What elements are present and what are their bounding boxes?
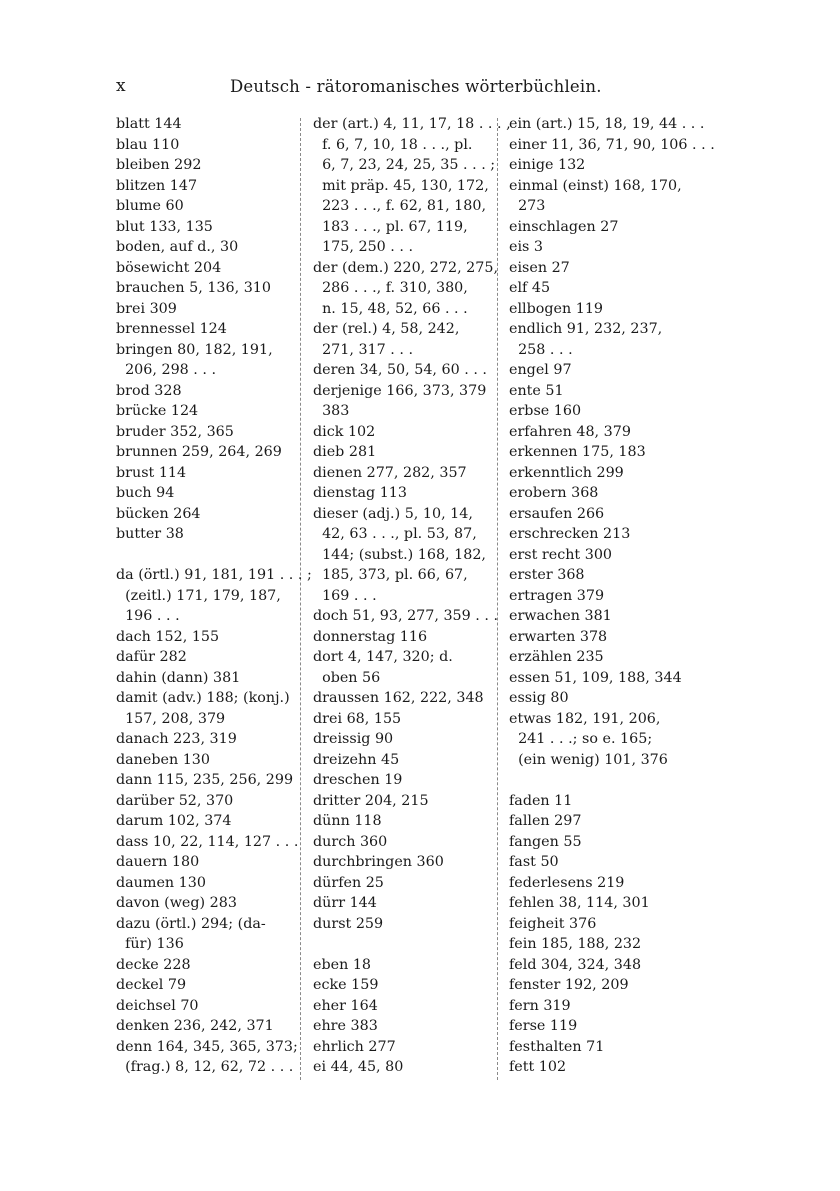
index-entry: n. 15, 48, 52, 66 . . . xyxy=(313,300,468,317)
index-entry: erwachen 381 xyxy=(509,608,612,624)
index-entry: ersaufen 266 xyxy=(509,505,605,522)
index-entry: blau 110 xyxy=(116,136,180,153)
index-entry: 6, 7, 23, 24, 25, 35 . . . ; xyxy=(313,157,496,173)
index-entry: davon (weg) 283 xyxy=(116,895,237,911)
index-entry: (frag.) 8, 12, 62, 72 . . . xyxy=(116,1059,294,1075)
index-entry: blitzen 147 xyxy=(116,177,198,194)
index-entry: 185, 373, pl. 66, 67, xyxy=(313,567,468,583)
running-head: Deutsch - rätoromanisches wörterbüchlein. xyxy=(230,77,602,96)
index-entry: durch 360 xyxy=(313,833,388,850)
index-entry: oben 56 xyxy=(313,669,381,686)
index-entry: fehlen 38, 114, 301 xyxy=(509,895,650,911)
index-entry: 271, 317 . . . xyxy=(313,341,414,358)
index-entry: draussen 162, 222, 348 xyxy=(313,690,484,706)
index-entry: 196 . . . xyxy=(116,608,180,624)
index-entry: fenster 192, 209 xyxy=(509,977,629,993)
index-entry: dass 10, 22, 114, 127 . . . xyxy=(116,833,299,850)
index-entry: eisen 27 xyxy=(509,259,570,276)
index-entry: dahin (dann) 381 xyxy=(116,669,241,686)
index-entry: brauchen 5, 136, 310 xyxy=(116,280,271,296)
index-entry: brust 114 xyxy=(116,464,187,481)
index-entry: blatt 144 xyxy=(116,116,182,132)
index-entry: (zeitl.) 171, 179, 187, xyxy=(116,587,281,604)
index-entry: dürr 144 xyxy=(313,895,377,911)
index-entry: dienstag 113 xyxy=(313,485,407,501)
index-entry: fein 185, 188, 232 xyxy=(509,936,642,952)
index-entry: erfahren 48, 379 xyxy=(509,423,631,440)
index-entry: 183 . . ., pl. 67, 119, xyxy=(313,218,468,235)
index-entry: denn 164, 345, 365, 373; xyxy=(116,1038,298,1055)
index-entry: engel 97 xyxy=(509,362,572,378)
index-entry: dafür 282 xyxy=(116,649,187,665)
index-entry: denken 236, 242, 371 xyxy=(116,1018,274,1034)
index-entry: (ein wenig) 101, 376 xyxy=(509,751,668,768)
index-entry: essen 51, 109, 188, 344 xyxy=(509,669,682,686)
index-entry: fast 50 xyxy=(509,854,559,870)
index-entry: 42, 63 . . ., pl. 53, 87, xyxy=(313,526,477,542)
index-entry: endlich 91, 232, 237, xyxy=(509,321,663,337)
index-entry: federlesens 219 xyxy=(509,874,625,891)
index-entry: buch 94 xyxy=(116,485,175,501)
index-entry: 157, 208, 379 xyxy=(116,710,226,727)
index-entry: erst recht 300 xyxy=(509,546,613,563)
index-entry: doch 51, 93, 277, 359 . . . xyxy=(313,608,499,624)
index-entry: dieb 281 xyxy=(313,444,377,460)
index-entry: ehrlich 277 xyxy=(313,1038,396,1055)
index-entry: danach 223, 319 xyxy=(116,731,237,747)
index-entry: erkenntlich 299 xyxy=(509,464,624,481)
index-entry: einige 132 xyxy=(509,157,586,173)
index-entry: fangen 55 xyxy=(509,833,582,850)
index-entry: blut 133, 135 xyxy=(116,218,213,235)
index-entry: einmal (einst) 168, 170, xyxy=(509,177,682,194)
index-entry: faden 11 xyxy=(509,792,573,809)
index-entry: einer 11, 36, 71, 90, 106 . . . xyxy=(509,136,715,153)
index-entry: decke 228 xyxy=(116,956,191,973)
index-entry: mit präp. 45, 130, 172, xyxy=(313,177,489,194)
column-rule-left xyxy=(300,118,301,1080)
index-entry: etwas 182, 191, 206, xyxy=(509,710,661,727)
index-entry: dauern 180 xyxy=(116,854,200,870)
index-entry: ei 44, 45, 80 xyxy=(313,1059,404,1075)
index-entry: eben 18 xyxy=(313,956,372,973)
index-entry: fallen 297 xyxy=(509,813,582,829)
index-entry: bleiben 292 xyxy=(116,157,202,173)
index-entry: durchbringen 360 xyxy=(313,854,444,870)
index-entry: da (örtl.) 91, 181, 191 . . . ; xyxy=(116,567,312,583)
index-entry: der (rel.) 4, 58, 242, xyxy=(313,321,460,337)
index-entry: butter 38 xyxy=(116,526,184,542)
index-entry: f. 6, 7, 10, 18 . . ., pl. xyxy=(313,136,473,153)
index-entry: elf 45 xyxy=(509,280,551,296)
index-entry: 223 . . ., f. 62, 81, 180, xyxy=(313,198,487,214)
index-entry: 175, 250 . . . xyxy=(313,239,414,255)
index-entry: darüber 52, 370 xyxy=(116,792,234,809)
index-entry: bringen 80, 182, 191, xyxy=(116,341,273,358)
index-entry: eis 3 xyxy=(509,239,544,255)
index-entry: dreissig 90 xyxy=(313,731,394,747)
index-entry: eher 164 xyxy=(313,997,378,1014)
index-entry: feld 304, 324, 348 xyxy=(509,956,642,973)
index-entry: erbse 160 xyxy=(509,403,582,419)
index-entry: 241 . . .; so e. 165; xyxy=(509,731,653,747)
index-entry: feigheit 376 xyxy=(509,915,597,932)
index-entry: einschlagen 27 xyxy=(509,218,619,235)
index-entry: dritter 204, 215 xyxy=(313,792,429,809)
index-column-2 xyxy=(313,114,511,1078)
index-entry: durst 259 xyxy=(313,915,384,932)
index-entry: damit (adv.) 188; (konj.) xyxy=(116,690,290,706)
index-entry: boden, auf d., 30 xyxy=(116,239,239,255)
index-entry: dazu (örtl.) 294; (da- xyxy=(116,915,266,932)
index-entry: dreizehn 45 xyxy=(313,751,400,768)
index-entry: bruder 352, 365 xyxy=(116,423,234,440)
index-entry: daneben 130 xyxy=(116,751,210,768)
index-entry: darum 102, 374 xyxy=(116,813,232,829)
index-entry: 286 . . ., f. 310, 380, xyxy=(313,280,468,296)
index-entry: 383 xyxy=(313,403,350,419)
index-entry: 206, 298 . . . xyxy=(116,362,217,378)
section-spacer xyxy=(509,770,709,791)
index-column-1 xyxy=(116,114,312,1078)
index-entry: fett 102 xyxy=(509,1059,567,1075)
section-spacer xyxy=(116,545,294,566)
index-entry: dach 152, 155 xyxy=(116,628,220,645)
index-entry: dünn 118 xyxy=(313,813,382,829)
index-entry: ein (art.) 15, 18, 19, 44 . . . xyxy=(509,116,705,132)
index-entry: dürfen 25 xyxy=(313,874,384,891)
index-entry: erzählen 235 xyxy=(509,649,604,665)
index-entry: dort 4, 147, 320; d. xyxy=(313,649,453,665)
index-entry: erkennen 175, 183 xyxy=(509,444,646,460)
index-entry: daumen 130 xyxy=(116,874,206,891)
index-entry: dienen 277, 282, 357 xyxy=(313,464,467,481)
index-entry: brod 328 xyxy=(116,382,182,399)
index-entry: ehre 383 xyxy=(313,1018,378,1034)
index-entry: 144; (subst.) 168, 182, xyxy=(313,546,486,563)
index-entry: erwarten 378 xyxy=(509,628,608,645)
index-entry: fern 319 xyxy=(509,997,571,1014)
index-entry: brennessel 124 xyxy=(116,321,227,337)
index-entry: der (dem.) 220, 272, 275, xyxy=(313,259,498,276)
index-entry: ertragen 379 xyxy=(509,587,605,604)
index-entry: 273 xyxy=(509,198,546,214)
index-entry: brei 309 xyxy=(116,300,177,317)
index-entry: dieser (adj.) 5, 10, 14, xyxy=(313,505,473,522)
index-entry: bösewicht 204 xyxy=(116,259,222,276)
index-entry: bücken 264 xyxy=(116,505,201,522)
index-entry: brunnen 259, 264, 269 xyxy=(116,444,282,460)
page-number: x xyxy=(116,76,126,96)
index-entry: dann 115, 235, 256, 299 xyxy=(116,772,294,788)
index-entry: festhalten 71 xyxy=(509,1038,605,1055)
index-entry: deckel 79 xyxy=(116,977,187,993)
index-entry: blume 60 xyxy=(116,198,184,214)
index-entry: derjenige 166, 373, 379 xyxy=(313,382,487,399)
index-entry: drei 68, 155 xyxy=(313,710,402,727)
index-entry: 258 . . . xyxy=(509,341,573,358)
index-entry: essig 80 xyxy=(509,690,569,706)
section-spacer xyxy=(313,934,491,955)
index-entry: für) 136 xyxy=(116,936,184,952)
index-entry: der (art.) 4, 11, 17, 18 . . . , xyxy=(313,116,511,132)
index-entry: brücke 124 xyxy=(116,403,199,419)
index-entry: erobern 368 xyxy=(509,485,599,501)
index-entry: 169 . . . xyxy=(313,587,377,604)
index-entry: dreschen 19 xyxy=(313,772,403,788)
index-entry: donnerstag 116 xyxy=(313,628,428,645)
index-entry: ferse 119 xyxy=(509,1018,578,1034)
index-entry: ente 51 xyxy=(509,382,564,399)
index-entry: erschrecken 213 xyxy=(509,526,631,542)
index-column-3 xyxy=(509,114,715,1078)
index-entry: dick 102 xyxy=(313,423,376,440)
index-entry: ellbogen 119 xyxy=(509,300,604,317)
index-entry: deichsel 70 xyxy=(116,997,199,1014)
index-entry: ecke 159 xyxy=(313,977,379,993)
index-entry: erster 368 xyxy=(509,567,585,583)
index-entry: deren 34, 50, 54, 60 . . . xyxy=(313,362,487,378)
